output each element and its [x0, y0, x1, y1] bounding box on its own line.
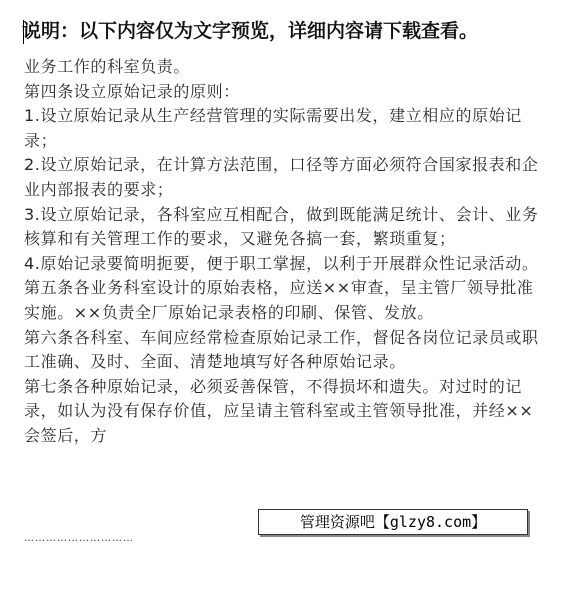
watermark-label: 管理资源吧【glzy8.com】	[258, 509, 528, 535]
paragraph: 第七条各种原始记录，必须妥善保管，不得损坏和遗失。对过时的记录，如认为没有保存价值，应呈请主管科室或主管领导批准，并经××会签后，方	[24, 376, 534, 445]
truncation-dots: …………………………	[24, 533, 134, 544]
paragraph: 业务工作的科室负责。	[24, 57, 191, 76]
paragraph: 第五条各业务科室设计的原始表格，应送××审查，呈主管厂领导批准实施。××负责全厂原始记录表格的印刷、保管、发放。	[24, 278, 534, 322]
paragraph: 第六条各科室、车间应经常检查原始记录工作，督促各岗位记录员或职工准确、及时、全面、清楚地填写好各种原始记录。	[24, 327, 539, 372]
paragraph: 4.原始记录要简明扼要，便于职工掌握，以利于开展群众性记录活动。	[24, 253, 539, 273]
document-body	[24, 55, 544, 449]
paragraph: 1.设立原始记录从生产经营管理的实际需要出发，建立相应的原始记录；	[24, 106, 522, 150]
paragraph: 3.设立原始记录，各科室应互相配合，做到既能满足统计、会计、业务核算和有关管理工作的要求，又避免各搞一套，繁琐重复；	[24, 204, 539, 249]
paragraph: 第四条设立原始记录的原则：	[24, 81, 240, 101]
paragraph: 2.设立原始记录，在计算方法范围，口径等方面必须符合国家报表和企业内部报表的要求；	[24, 155, 539, 199]
preview-notice: 说明：以下内容仅为文字预览，详细内容请下载查看。	[22, 20, 479, 42]
